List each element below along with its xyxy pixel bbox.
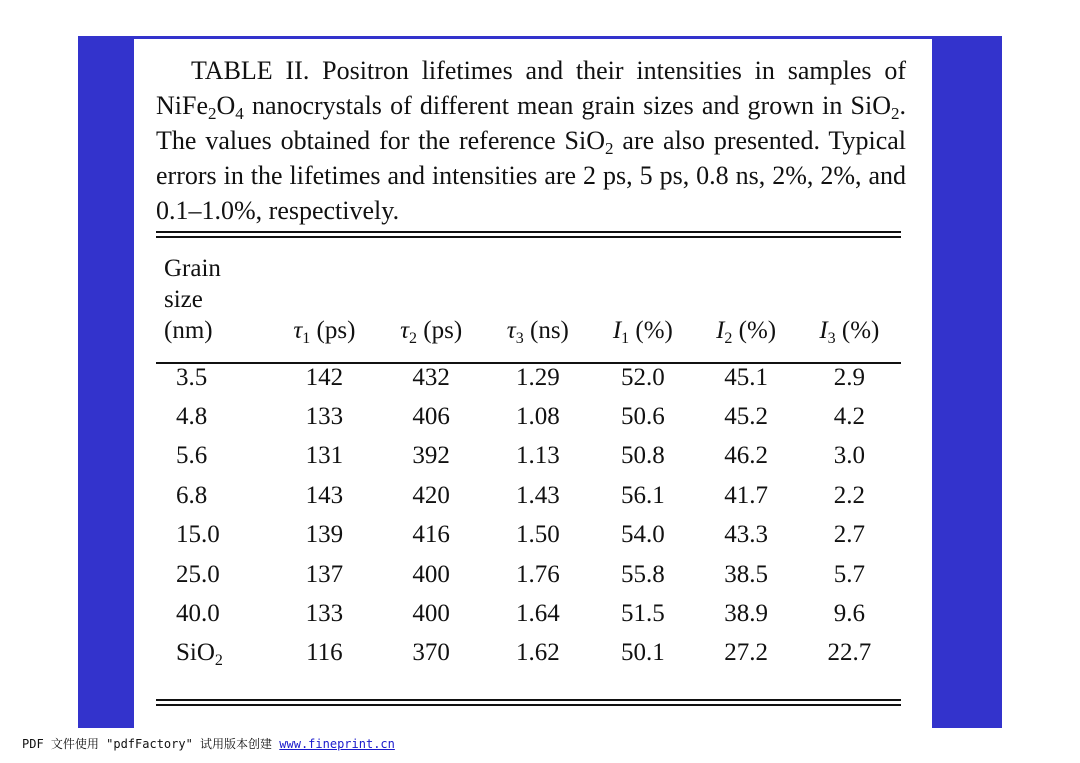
header-grain-size: Grain size (nm) (164, 255, 221, 344)
cell-value: 50.8 (620, 442, 665, 470)
header-row (156, 253, 901, 358)
header-rule (156, 362, 901, 364)
cell-value: 54.0 (620, 521, 665, 549)
cell-value: 45.1 (724, 363, 768, 391)
top-rule (156, 231, 901, 233)
cell-value: 133 (305, 600, 344, 628)
cell-value: 1.76 (515, 560, 560, 588)
table-row (156, 516, 901, 555)
cell-value: 137 (305, 560, 344, 588)
cell-value: 52.0 (620, 363, 665, 391)
cell-value: 41.7 (724, 481, 768, 509)
cell-value: 432 (412, 363, 450, 391)
header-i1: $I_1$ (%) (612, 317, 673, 347)
cell-grain-size: 40.0 (176, 600, 220, 628)
header-i2: $I_2$ (%) (716, 317, 777, 347)
cell-value: 1.29 (515, 363, 560, 391)
cell-value: 2.9 (833, 363, 865, 391)
cell-value: 133 (305, 403, 344, 431)
cell-value: 1.13 (515, 442, 560, 470)
cell-value: 416 (412, 521, 450, 549)
cell-value: 9.6 (833, 600, 865, 628)
table-row (156, 634, 901, 673)
cell-value: 1.43 (515, 481, 560, 509)
cell-value: 45.2 (724, 403, 768, 431)
cell-grain-size: 25.0 (176, 560, 220, 588)
cell-grain-size: 4.8 (176, 403, 208, 431)
cell-value: 55.8 (620, 560, 665, 588)
cell-value: 2.7 (833, 521, 865, 549)
caption-label: TABLE II. (191, 56, 310, 85)
cell-grain-size: 15.0 (176, 521, 220, 549)
cell-value: 143 (305, 481, 344, 509)
cell-value: 5.7 (833, 560, 865, 588)
cell-value: 4.2 (833, 403, 865, 431)
table-caption: TABLE II. Positron lifetimes and their intensities in samples of $NiFe_2O_4$ nanocrystals of different mean grain sizes and grown in SiO$_2$. The values obtained for the reference SiO$_2$ are also presented. Typical errors in the lifetimes and intensities are 2 ps, 5 ps, 0.8 ns, 2%, 2%, and 0.1–1.0%, respectively. (156, 56, 906, 225)
header-tau2: $\tau_2$ (ps) (400, 317, 463, 347)
cell-value: 139 (305, 521, 344, 549)
cell-value: 3.0 (833, 442, 865, 470)
cell-value: 50.1 (620, 639, 665, 667)
cell-value: 370 (412, 639, 450, 667)
cell-grain-size: 6.8 (176, 481, 208, 509)
header-tau3: $\tau_3$ (ns) (506, 317, 569, 347)
cell-grain-size: 5.6 (176, 442, 208, 470)
cell-value: 1.62 (515, 639, 560, 667)
cell-value: 400 (412, 560, 450, 588)
cell-value: 131 (305, 442, 344, 470)
cell-value: 392 (412, 442, 450, 470)
table-row (156, 397, 901, 436)
cell-value: 38.9 (724, 600, 768, 628)
cell-value: 51.5 (620, 600, 665, 628)
cell-value: 116 (306, 639, 343, 667)
table-row (156, 555, 901, 594)
cell-value: 50.6 (620, 403, 665, 431)
table-row (156, 476, 901, 515)
bottom-rule (156, 699, 901, 701)
cell-value: 46.2 (724, 442, 768, 470)
table-body (156, 358, 901, 673)
cell-grain-size: 3.5 (176, 363, 208, 391)
cell-value: 56.1 (620, 481, 665, 509)
cell-value: 1.50 (515, 521, 560, 549)
cell-value: 420 (412, 481, 450, 509)
table-row (156, 437, 901, 476)
top-rule-second (156, 236, 901, 238)
data-table (156, 253, 901, 673)
header-i3: $I_3$ (%) (819, 317, 880, 347)
cell-value: 1.64 (515, 600, 560, 628)
paper-page (134, 39, 932, 728)
fineprint-link[interactable]: www.fineprint.cn (279, 737, 395, 751)
pdf-factory-footer: PDF 文件使用 "pdfFactory" 试用版本创建 www.fineprint.cn (22, 737, 395, 751)
table-row (156, 594, 901, 633)
cell-grain-size: SiO$_2$ (176, 639, 223, 670)
cell-value: 400 (412, 600, 450, 628)
cell-value: 142 (305, 363, 344, 391)
cell-value: 43.3 (724, 521, 768, 549)
cell-value: 22.7 (827, 639, 872, 667)
cell-value: 406 (412, 403, 450, 431)
bottom-rule-second (156, 704, 901, 706)
header-tau1: $\tau_1$ (ps) (293, 317, 356, 347)
cell-value: 1.08 (515, 403, 560, 431)
cell-value: 38.5 (724, 560, 768, 588)
cell-value: 2.2 (833, 481, 865, 509)
cell-value: 27.2 (724, 639, 768, 667)
